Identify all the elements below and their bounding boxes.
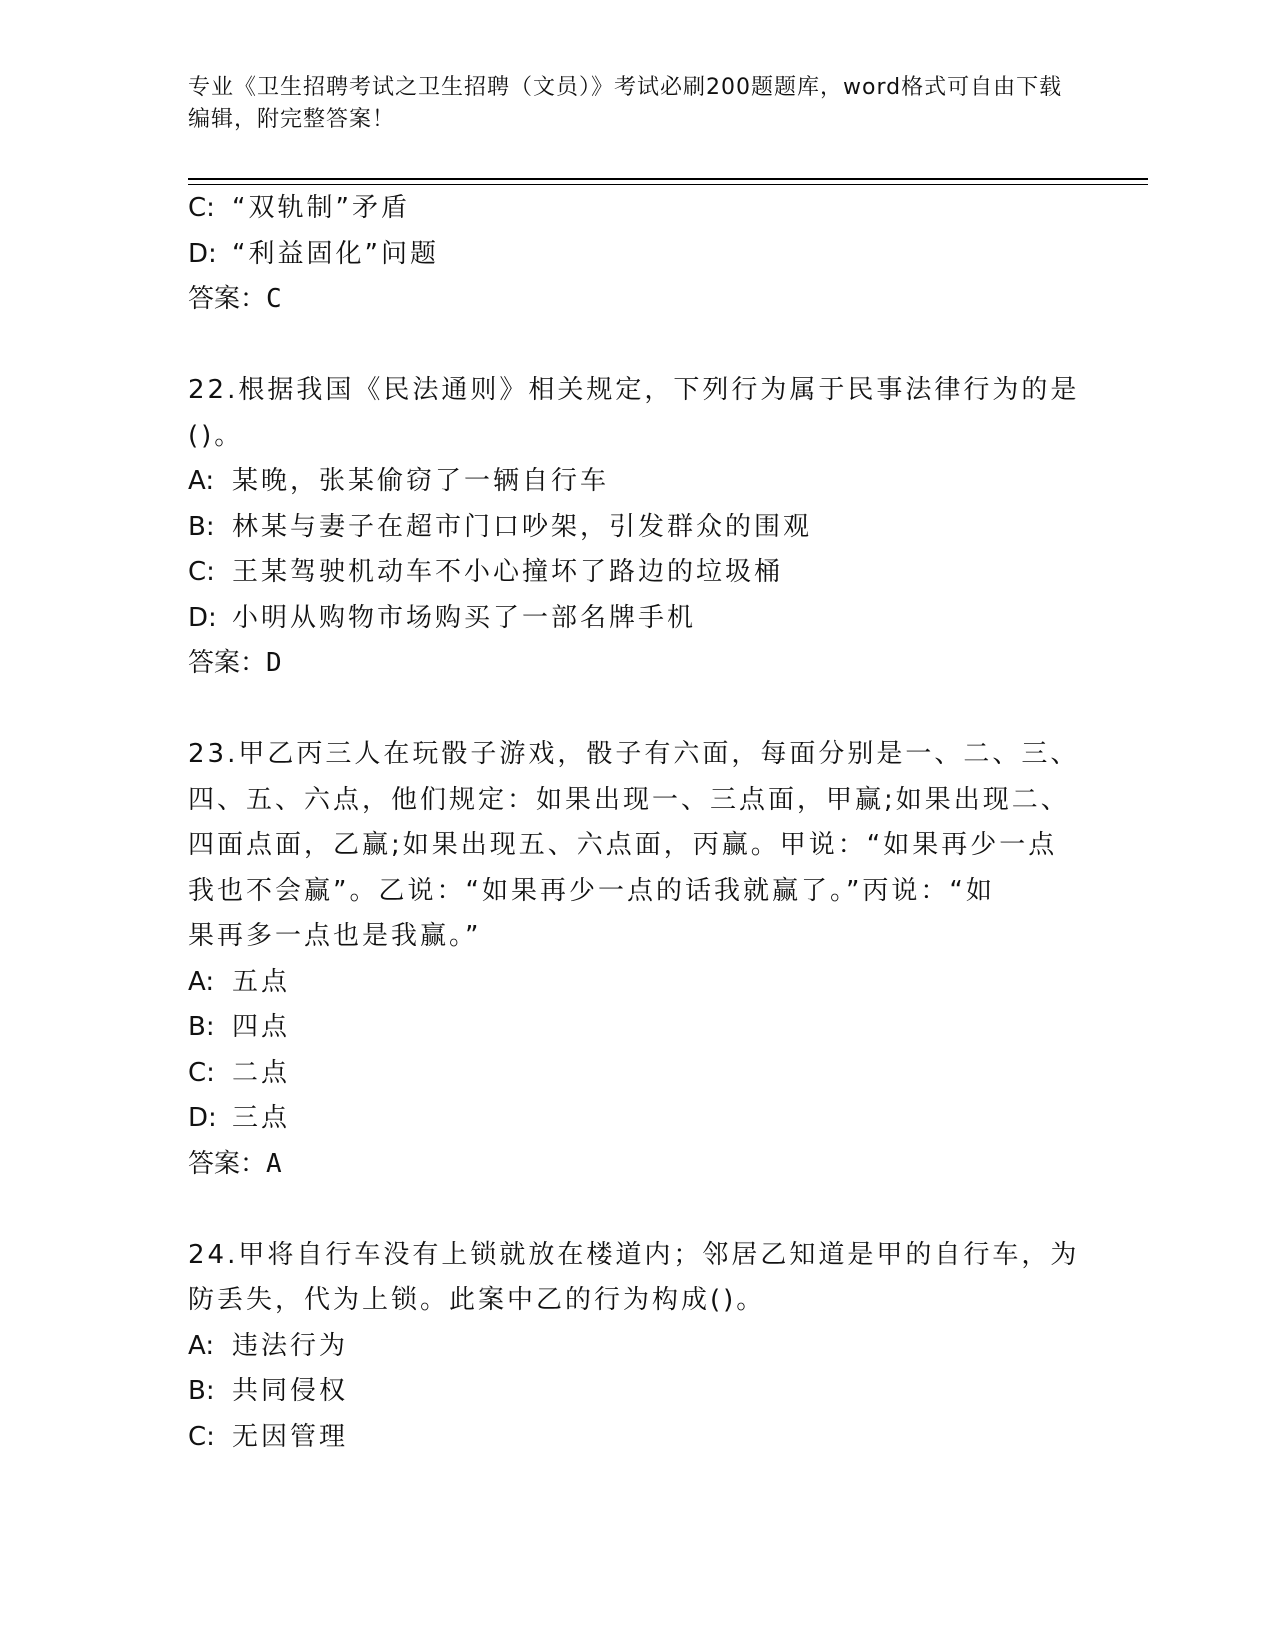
answer-value: D: [266, 648, 285, 678]
answer-line: [188, 641, 1078, 687]
answer-line: [188, 277, 1078, 323]
answer-label: 答案：: [188, 648, 267, 678]
option-key: C:: [188, 193, 215, 223]
option-text: 二点: [232, 1057, 291, 1088]
option-key: A:: [188, 966, 215, 997]
question-text-line: ()。: [188, 420, 244, 451]
answer-value: C: [266, 284, 285, 314]
option-b: [188, 505, 1078, 551]
option-key: A:: [188, 1330, 215, 1361]
question-23: [188, 732, 1078, 1187]
option-text: 三点: [232, 1103, 291, 1133]
header-divider-thin: [188, 184, 1148, 185]
question-22: [188, 368, 1078, 687]
option-key: A:: [188, 466, 215, 496]
option-key: B:: [188, 1012, 215, 1042]
option-text: 王某驾驶机动车不小心撞坏了路边的垃圾桶: [232, 557, 784, 587]
option-key: C:: [188, 1421, 215, 1452]
option-key: D:: [188, 1103, 217, 1133]
option-key: C:: [188, 1057, 215, 1088]
question-continued: [188, 186, 1078, 323]
question-text-line: 四、五、六点，他们规定：如果出现一、三点面，甲赢;如果出现二、: [188, 784, 1070, 815]
option-text: 共同侵权: [232, 1376, 349, 1406]
question-text-line: 24.甲将自行车没有上锁就放在楼道内；邻居乙知道是甲的自行车，为: [188, 1239, 1080, 1270]
document-header: [188, 72, 1068, 136]
option-c: [188, 1051, 1078, 1097]
option-key: B:: [188, 1376, 215, 1406]
option-key: B:: [188, 511, 215, 542]
document-title: 专业《卫生招聘考试之卫生招聘（文员）》考试必刷200题题库，word格式可自由下载编辑，附完整答案！: [188, 75, 1063, 132]
option-d: [188, 596, 1078, 642]
option-c: [188, 1415, 1078, 1461]
question-list: [188, 186, 1078, 1460]
answer-label: 答案：: [188, 1148, 267, 1179]
question-text-line: 23.甲乙丙三人在玩骰子游戏，骰子有六面，每面分别是一、二、三、: [188, 739, 1080, 769]
option-text: 五点: [232, 966, 291, 997]
option-b: [188, 1005, 1078, 1051]
option-a: [188, 1324, 1078, 1370]
question-text-line: 四面点面，乙赢;如果出现五、六点面，丙赢。甲说：“如果再少一点: [188, 830, 1058, 860]
option-d: [188, 232, 1078, 278]
answer-label: 答案：: [188, 284, 267, 314]
option-key: D:: [188, 238, 217, 269]
header-divider-thick: [188, 178, 1148, 180]
question-24: [188, 1233, 1078, 1461]
option-text: 某晚，张某偷窃了一辆自行车: [232, 466, 610, 496]
question-text-line: 22.根据我国《民法通则》相关规定，下列行为属于民事法律行为的是: [188, 375, 1080, 405]
option-text: “双轨制”矛盾: [232, 193, 410, 223]
option-a: [188, 960, 1078, 1006]
question-text-line: 果再多一点也是我赢。”: [188, 921, 482, 951]
option-key: D:: [188, 602, 217, 633]
option-text: 无因管理: [232, 1421, 349, 1452]
option-a: [188, 459, 1078, 505]
option-b: [188, 1369, 1078, 1415]
option-c: [188, 186, 1078, 232]
option-text: 四点: [232, 1012, 291, 1042]
option-key: C:: [188, 557, 215, 587]
option-d: [188, 1096, 1078, 1142]
answer-value: A: [266, 1148, 285, 1179]
answer-line: [188, 1142, 1078, 1188]
question-text-line: 防丢失，代为上锁。此案中乙的行为构成()。: [188, 1285, 766, 1315]
option-c: [188, 550, 1078, 596]
option-text: 林某与妻子在超市门口吵架，引发群众的围观: [232, 511, 813, 542]
option-text: “利益固化”问题: [232, 238, 439, 269]
option-text: 小明从购物市场购买了一部名牌手机: [232, 602, 697, 633]
option-text: 违法行为: [232, 1330, 349, 1361]
question-text-line: 我也不会赢”。乙说：“如果再少一点的话我就赢了。”丙说：“如: [188, 875, 995, 906]
